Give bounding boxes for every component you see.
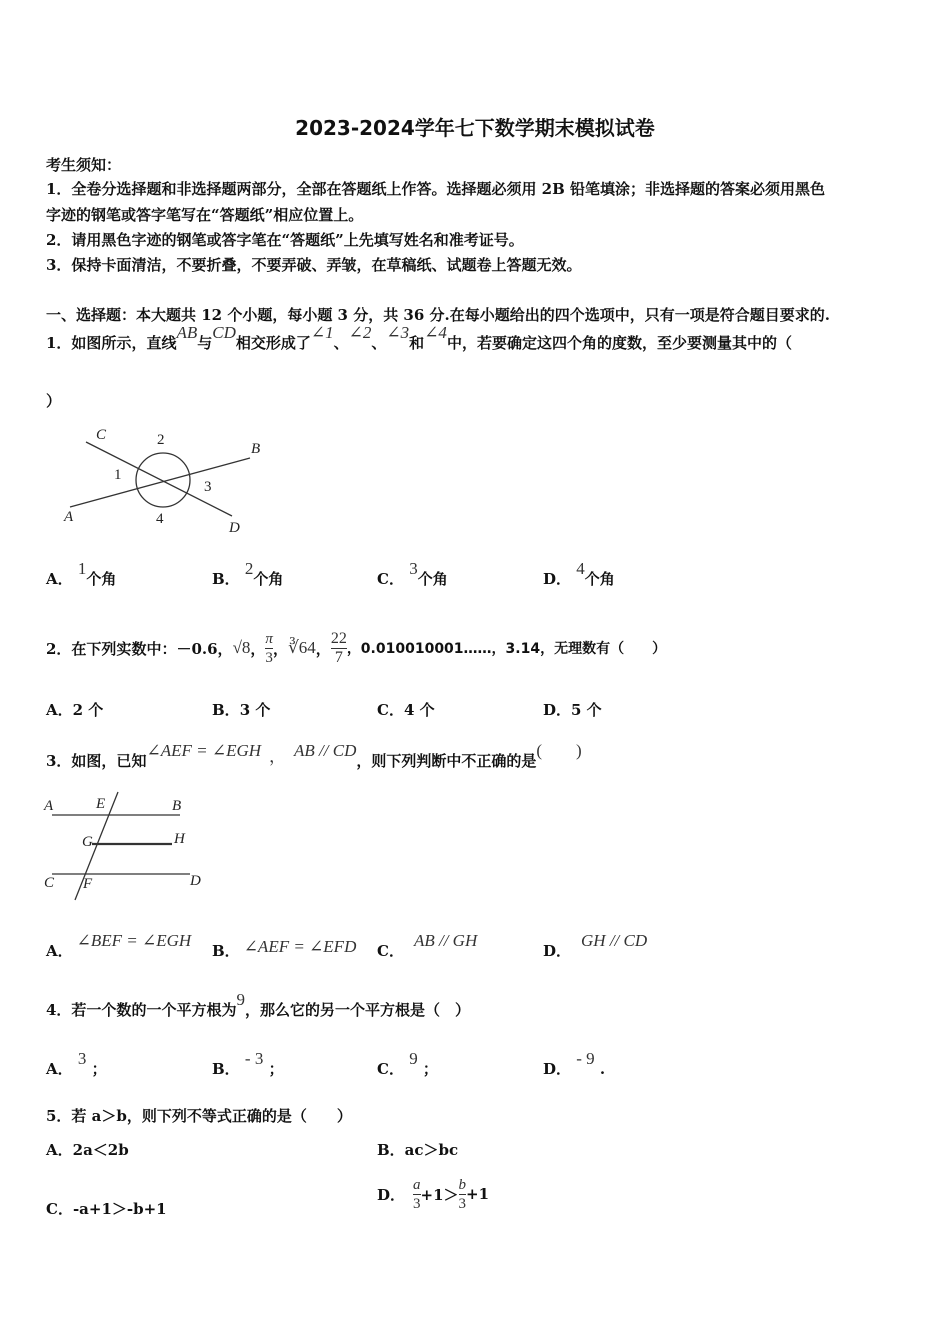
q2-option-b[interactable]: B．3 个 <box>212 701 271 719</box>
q4-option-a[interactable]: A． 3 ； <box>46 1049 107 1078</box>
q1-intersecting-lines-figure <box>58 420 278 542</box>
q5-option-b[interactable]: B．ac＞bc <box>377 1141 459 1159</box>
q4-value-9: 9 <box>236 990 245 1009</box>
question-4-stem <box>46 990 470 1020</box>
q2-frac-pi: $\frac{\pi}{3}$ <box>265 630 273 666</box>
q2-option-d[interactable]: D．5 个 <box>543 701 602 719</box>
q4-option-d[interactable]: D． - 9 . <box>543 1049 606 1078</box>
q5-option-d-label: D． <box>377 1185 406 1204</box>
q2-option-c[interactable]: C．4 个 <box>377 701 435 719</box>
question-1-stem <box>46 323 792 353</box>
label-e: E <box>96 796 106 812</box>
q1-option-c[interactable]: C． 3个角 <box>377 559 448 588</box>
q2-comma-1: ， <box>250 639 266 658</box>
q3-paren: ( ) <box>536 741 582 760</box>
label-1: 1 <box>114 467 122 483</box>
q1-text-3: 相交形成了 <box>235 334 311 352</box>
q3-text-2: ，则下列判断中不正确的是 <box>356 752 537 770</box>
q1-close-paren: ） <box>46 392 62 410</box>
label-d: D <box>190 873 201 889</box>
q1-text-5: 中，若要确定这四个角的度数，至少要测量其中的（ <box>446 334 792 352</box>
q4-option-c[interactable]: C． 9 ； <box>377 1049 438 1078</box>
notice-line-1a: 1．全卷分选择题和非选择题两部分，全部在答题纸上作答。选择题必须用 2B 铅笔填涂；非选择题的答案必须用黑色 <box>46 180 826 198</box>
q4-text-2: ，那么它的另一个平方根是（ ） <box>244 1001 470 1019</box>
notice-line-3: 3．保持卡面清洁，不要折叠，不要弄破、弄皱，在草稿纸、试题卷上答题无效。 <box>46 256 582 274</box>
q5-frac-b3: $\frac{b}{3}$ <box>458 1176 467 1212</box>
q3-comma: ， <box>269 747 287 766</box>
q1-angle-4: ∠4 <box>424 323 447 342</box>
q3-option-a[interactable]: A．∠BEF = ∠EGH <box>46 931 192 960</box>
q1-text-4: 和 <box>409 334 425 352</box>
q1-option-d[interactable]: D． 4个角 <box>543 559 615 588</box>
label-c: C <box>96 427 107 443</box>
label-f: F <box>83 876 93 892</box>
label-3: 3 <box>204 479 212 495</box>
q5-option-d[interactable] <box>377 1170 489 1218</box>
q2-value-neg: －0.6， <box>176 639 233 658</box>
label-a: A <box>64 509 74 525</box>
label-b: B <box>172 798 182 814</box>
q2-comma-2: ， <box>272 639 288 658</box>
q4-option-b[interactable]: B． - 3 ； <box>212 1049 284 1078</box>
q5-plus1: +1 <box>466 1185 490 1203</box>
q4-text-1: 4．若一个数的一个平方根为 <box>46 1001 237 1019</box>
label-h: H <box>174 831 185 847</box>
q3-condition-1: ∠AEF = ∠EGH <box>146 741 262 760</box>
q1-angle-1: ∠1 <box>310 323 334 342</box>
q5-option-a[interactable]: A．2a＜2b <box>46 1141 129 1159</box>
q2-comma-3: ， <box>315 639 331 658</box>
q3-text-1: 3．如图，已知 <box>46 752 147 770</box>
q1-option-b[interactable]: B． 2个角 <box>212 559 284 588</box>
q3-option-d[interactable]: D．GH // CD <box>543 931 648 960</box>
question-5-stem: 5．若 a＞b，则下列不等式正确的是（ ） <box>46 1107 352 1125</box>
line-ab <box>70 458 250 507</box>
q2-tail: ，0.010010001……，3.14，无理数有（ ） <box>346 641 667 657</box>
question-2-stem <box>46 620 666 676</box>
label-4: 4 <box>156 511 164 527</box>
label-g: G <box>82 834 93 850</box>
label-2: 2 <box>157 432 165 448</box>
label-d: D <box>229 520 240 536</box>
q3-parallel-lines-figure <box>40 790 210 905</box>
q1-angle-3: ∠3 <box>386 323 410 342</box>
notice-heading: 考生须知： <box>46 156 122 174</box>
q3-option-c[interactable]: C．AB // GH <box>377 931 478 960</box>
notice-line-1b: 字迹的钢笔或答字笔写在“答题纸”相应位置上。 <box>46 206 364 224</box>
q3-option-b[interactable]: B． ∠AEF = ∠EFD <box>212 937 357 960</box>
label-a: A <box>44 798 54 814</box>
q2-sqrt8: √8 <box>232 638 251 657</box>
question-3-stem <box>46 741 582 771</box>
q2-frac-22-7: $\frac{22}{7}$ <box>330 629 347 666</box>
q5-option-c[interactable]: C．-a+1＞-b+1 <box>46 1200 167 1218</box>
q1-line-ab: AB <box>176 323 198 342</box>
angle-circle <box>136 453 190 507</box>
q1-text-2: 与 <box>197 334 213 352</box>
q1-line-cd: CD <box>212 323 236 342</box>
q3-condition-2: AB // CD <box>294 741 357 760</box>
q1-text-1: 1．如图所示，直线 <box>46 334 177 352</box>
q2-option-a[interactable]: A．2 个 <box>46 701 104 719</box>
q2-cbrt64: ∛64 <box>287 638 316 657</box>
q1-option-a[interactable]: A． 1个角 <box>46 559 117 588</box>
notice-line-2: 2．请用黑色字迹的钢笔或答字笔在“答题纸”上先填写姓名和准考证号。 <box>46 231 524 249</box>
q2-text-1: 2．在下列实数中： <box>46 639 177 658</box>
q1-sep-2: 、 <box>371 334 387 352</box>
label-b: B <box>251 441 261 457</box>
q1-sep-1: 、 <box>333 334 349 352</box>
section-heading: 一、选择题：本大题共 12 个小题，每小题 3 分，共 36 分.在每小题给出的四个选项中，只有一项是符合题目要求的. <box>46 306 830 324</box>
q5-plus1-gt: +1＞ <box>420 1185 459 1204</box>
q5-frac-a3: $\frac{a}{3}$ <box>413 1176 421 1212</box>
q1-angle-2: ∠2 <box>348 323 372 342</box>
page-title: 2023-2024学年七下数学期末模拟试卷 <box>295 116 655 140</box>
label-c: C <box>44 875 55 891</box>
